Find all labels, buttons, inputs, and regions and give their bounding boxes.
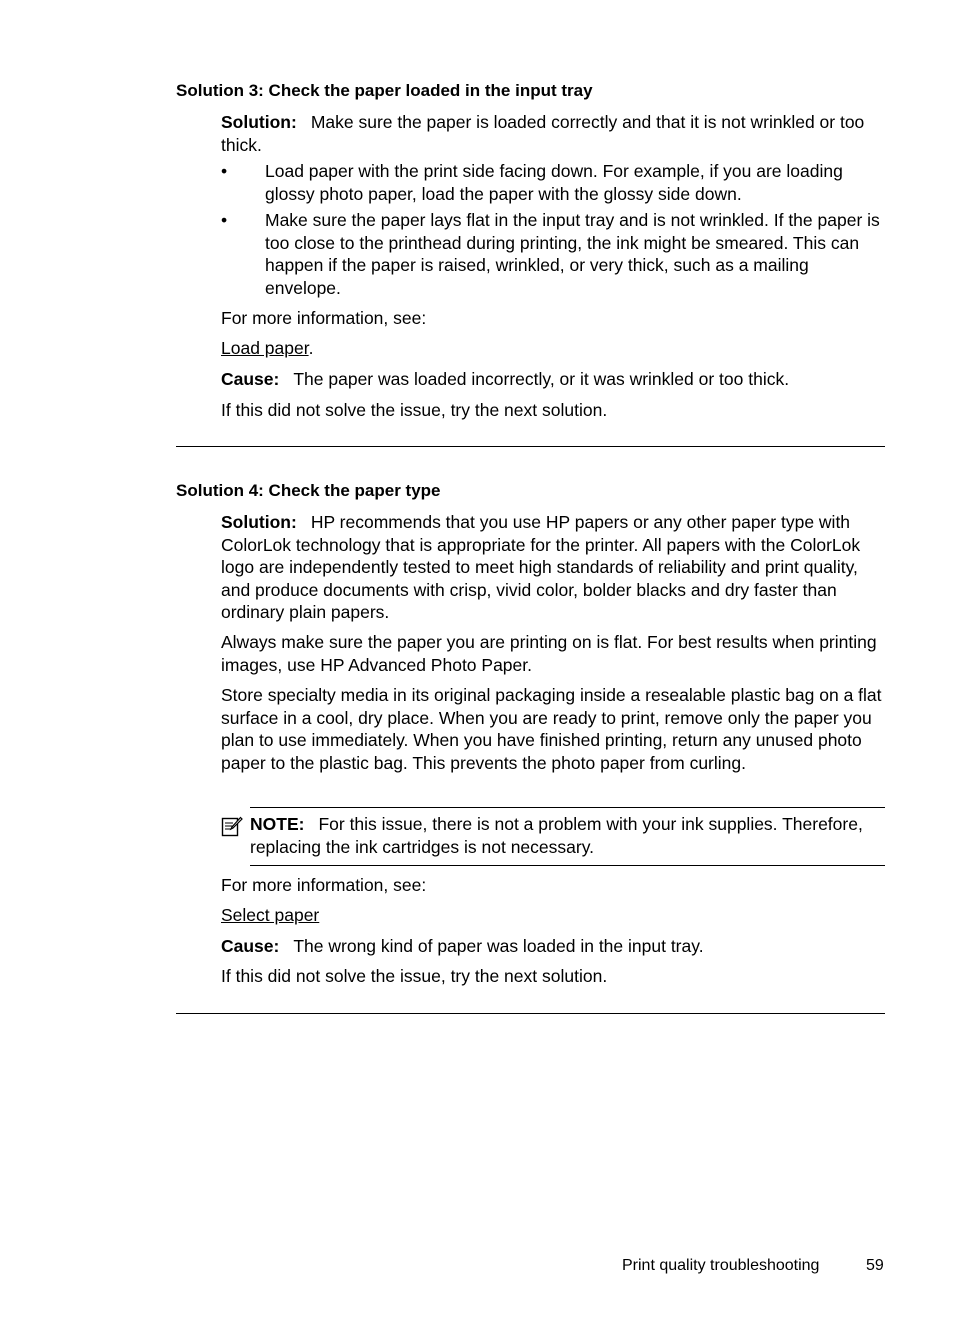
note-bottom-rule [250, 865, 885, 866]
solution3-bullet-list [221, 160, 885, 303]
section-divider [176, 1013, 885, 1014]
solution3-link-line [221, 337, 885, 360]
solution4-more-info: For more information, see: [221, 875, 427, 895]
note-box [250, 813, 885, 858]
solution3-solution-label: Solution: [221, 112, 297, 132]
link-suffix: . [308, 338, 314, 358]
bullet-marker: • [221, 161, 228, 181]
note-top-rule [250, 807, 885, 808]
solution3-cause-paragraph [221, 368, 885, 391]
solution4-cause-paragraph [221, 935, 885, 958]
solution4-paragraph-flat: Always make sure the paper you are printing on is flat. For best results when printing images, use HP Advanced Photo Paper. [221, 632, 877, 675]
note-text: For this issue, there is not a problem with your ink supplies. Therefore, replacing the ink cartridges is not necessary. [250, 814, 863, 857]
solution4-paragraph-storage: Store specialty media in its original packaging inside a resealable plastic bag on a flat surface in a cool, dry place. When you are ready to print, remove only the paper you plan to use immediately. When you have finished printing, return any unused photo paper to the plastic bag. This prevents the photo paper from curling. [221, 685, 882, 773]
solution3-cause-label: Cause: [221, 369, 280, 389]
list-item [221, 160, 885, 205]
solution3-heading: Solution 3: Check the paper loaded in the input tray [176, 81, 593, 100]
solution4-link-line [221, 904, 885, 927]
list-item [221, 209, 885, 299]
solution4-cause-label: Cause: [221, 936, 280, 956]
bullet-text: Load paper with the print side facing down. For example, if you are loading glossy photo paper, load the paper with the glossy side down. [265, 161, 843, 204]
load-paper-link[interactable]: Load paper [221, 338, 309, 358]
solution4-next-text: If this did not solve the issue, try the next solution. [221, 966, 608, 986]
note-label: NOTE: [250, 814, 305, 834]
solution3-more-info: For more information, see: [221, 308, 427, 328]
solution4-solution-label: Solution: [221, 512, 297, 532]
bullet-marker: • [221, 210, 228, 230]
solution4-heading: Solution 4: Check the paper type [176, 481, 441, 500]
solution4-cause-text: The wrong kind of paper was loaded in the input tray. [293, 936, 704, 956]
section-divider [176, 446, 885, 447]
bullet-text: Make sure the paper lays flat in the input tray and is not wrinkled. If the paper is too close to the printhead during printing, the ink might be smeared. This can happen if the paper is raised, wrinkled, or very thick, such as a mailing envelope. [265, 210, 880, 298]
solution3-solution-text: Make sure the paper is loaded correctly and that it is not wrinkled or too thick. [221, 112, 865, 155]
solution3-solution-paragraph [221, 111, 885, 156]
footer-section-title: Print quality troubleshooting [622, 1257, 820, 1274]
solution3-next-text: If this did not solve the issue, try the next solution. [221, 400, 608, 420]
note-pencil-icon [221, 815, 243, 837]
solution4-solution-paragraph [221, 511, 885, 624]
select-paper-link[interactable]: Select paper [221, 905, 320, 925]
solution3-cause-text: The paper was loaded incorrectly, or it was wrinkled or too thick. [293, 369, 790, 389]
footer-page-number: 59 [866, 1257, 884, 1274]
solution4-solution-text: HP recommends that you use HP papers or any other paper type with ColorLok technology that is appropriate for the printer. All papers with the ColorLok logo are independently tested to meet high standards of reliability and print quality, and produce documents with crisp, vivid color, bolder blacks and dry faster than ordinary plain papers. [221, 512, 861, 622]
